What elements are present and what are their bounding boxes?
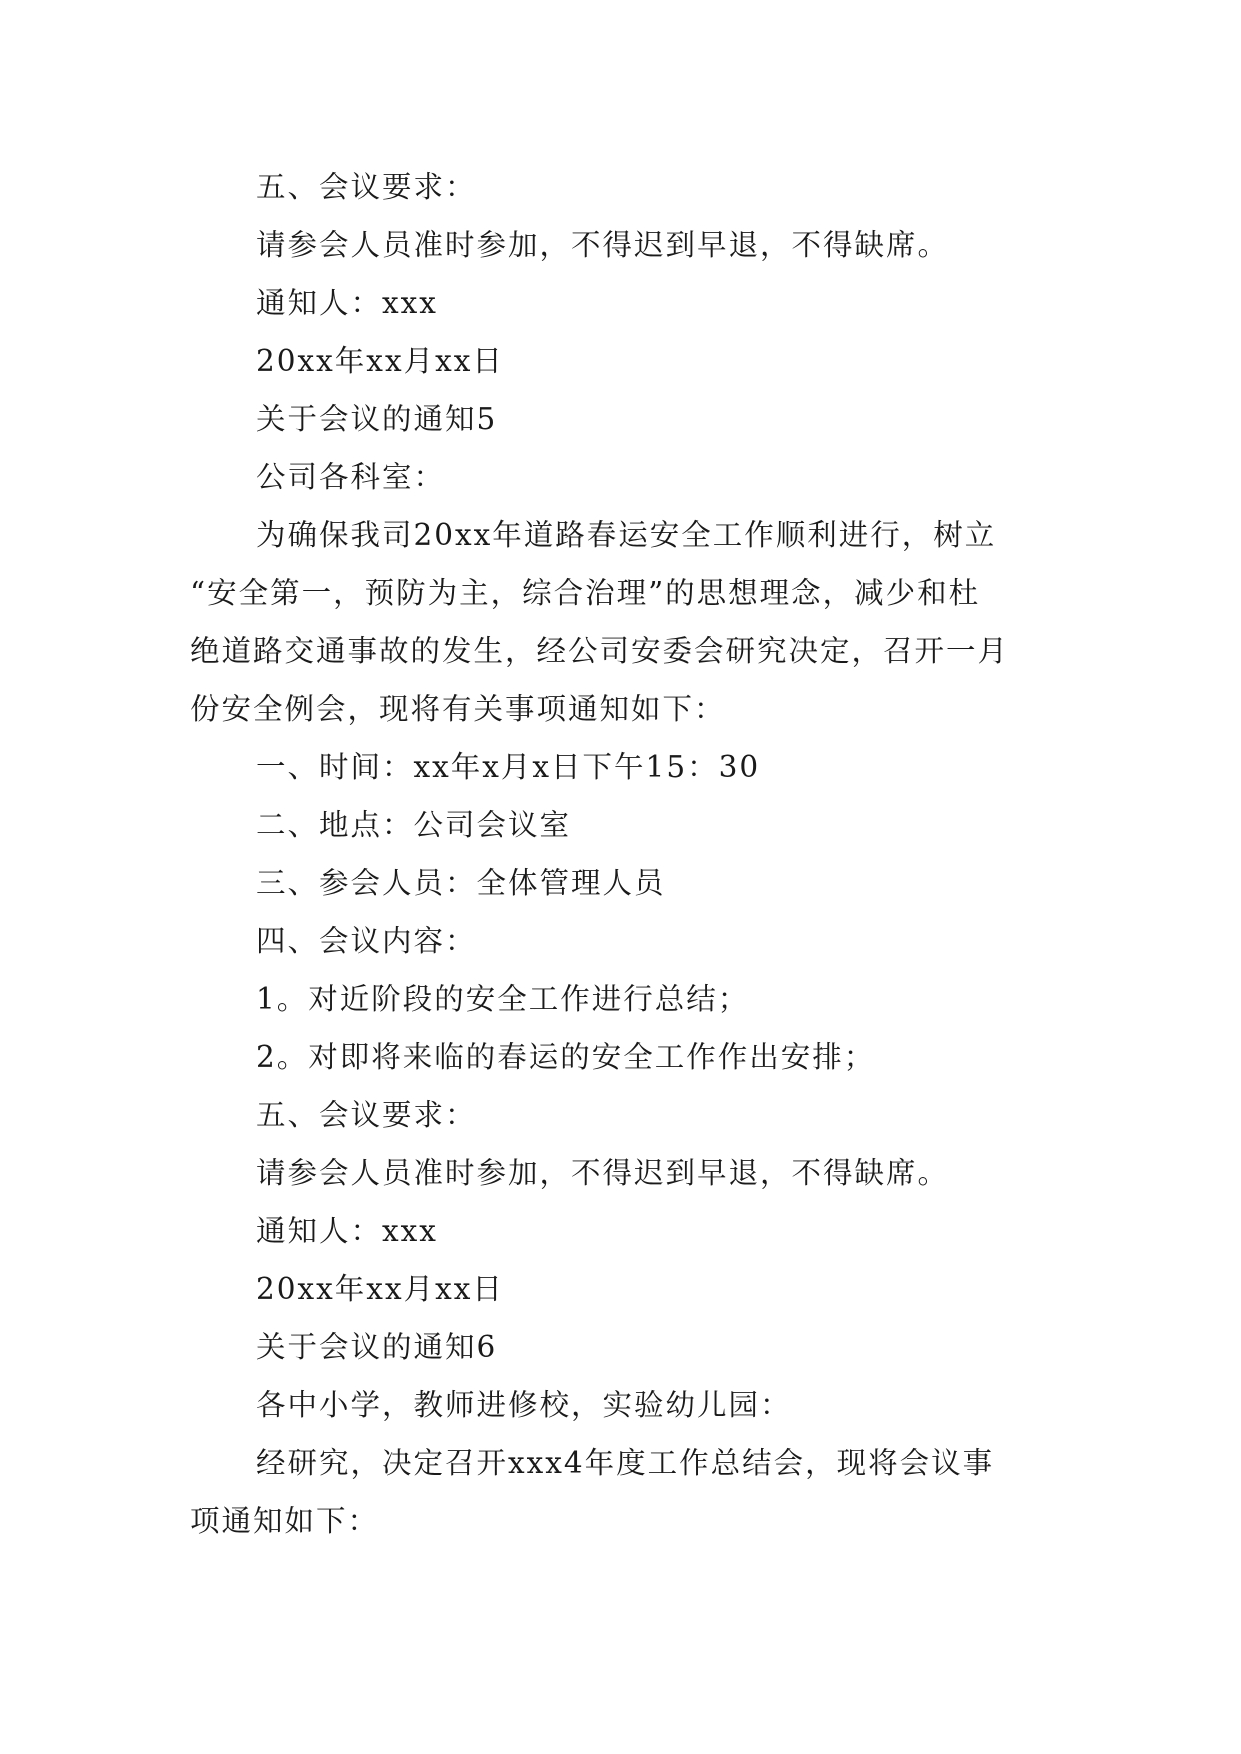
notifier-line: 通知人：xxx <box>256 1214 438 1248</box>
notifier-line: 通知人：xxx <box>256 286 438 320</box>
section-heading-requirements: 五、会议要求： <box>256 170 477 204</box>
recipient-line: 公司各科室： <box>256 460 446 494</box>
body-line: 为确保我司20xx年道路春运安全工作顺利进行，树立 <box>256 518 997 552</box>
notice-title: 关于会议的通知5 <box>256 402 498 436</box>
list-item: 1。对近阶段的安全工作进行总结； <box>256 982 750 1016</box>
body-line: 经研究，决定召开xxx4年度工作总结会，现将会议事 <box>256 1446 995 1480</box>
section-heading-requirements: 五、会议要求： <box>256 1098 477 1132</box>
recipient-line: 各中小学，教师进修校，实验幼儿园： <box>256 1388 792 1422</box>
body-line: 绝道路交通事故的发生，经公司安委会研究决定，召开一月 <box>190 634 1010 668</box>
document-body <box>190 158 1055 1550</box>
body-line: 项通知如下： <box>190 1504 380 1538</box>
time-line: 一、时间：xx年x月x日下午15：30 <box>256 750 761 784</box>
body-line: “安全第一，预防为主，综合治理”的思想理念，减少和杜 <box>190 576 981 610</box>
date-line: 20xx年xx月xx日 <box>256 1272 504 1306</box>
body-line: 份安全例会，现将有关事项通知如下： <box>190 692 726 726</box>
list-item: 2。对即将来临的春运的安全工作作出安排； <box>256 1040 876 1074</box>
date-line: 20xx年xx月xx日 <box>256 344 504 378</box>
section-heading-content: 四、会议内容： <box>256 924 477 958</box>
location-line: 二、地点：公司会议室 <box>256 808 572 842</box>
body-line: 请参会人员准时参加，不得迟到早退，不得缺席。 <box>256 228 950 262</box>
attendees-line: 三、参会人员：全体管理人员 <box>256 866 666 900</box>
body-line: 请参会人员准时参加，不得迟到早退，不得缺席。 <box>256 1156 950 1190</box>
notice-title: 关于会议的通知6 <box>256 1330 498 1364</box>
